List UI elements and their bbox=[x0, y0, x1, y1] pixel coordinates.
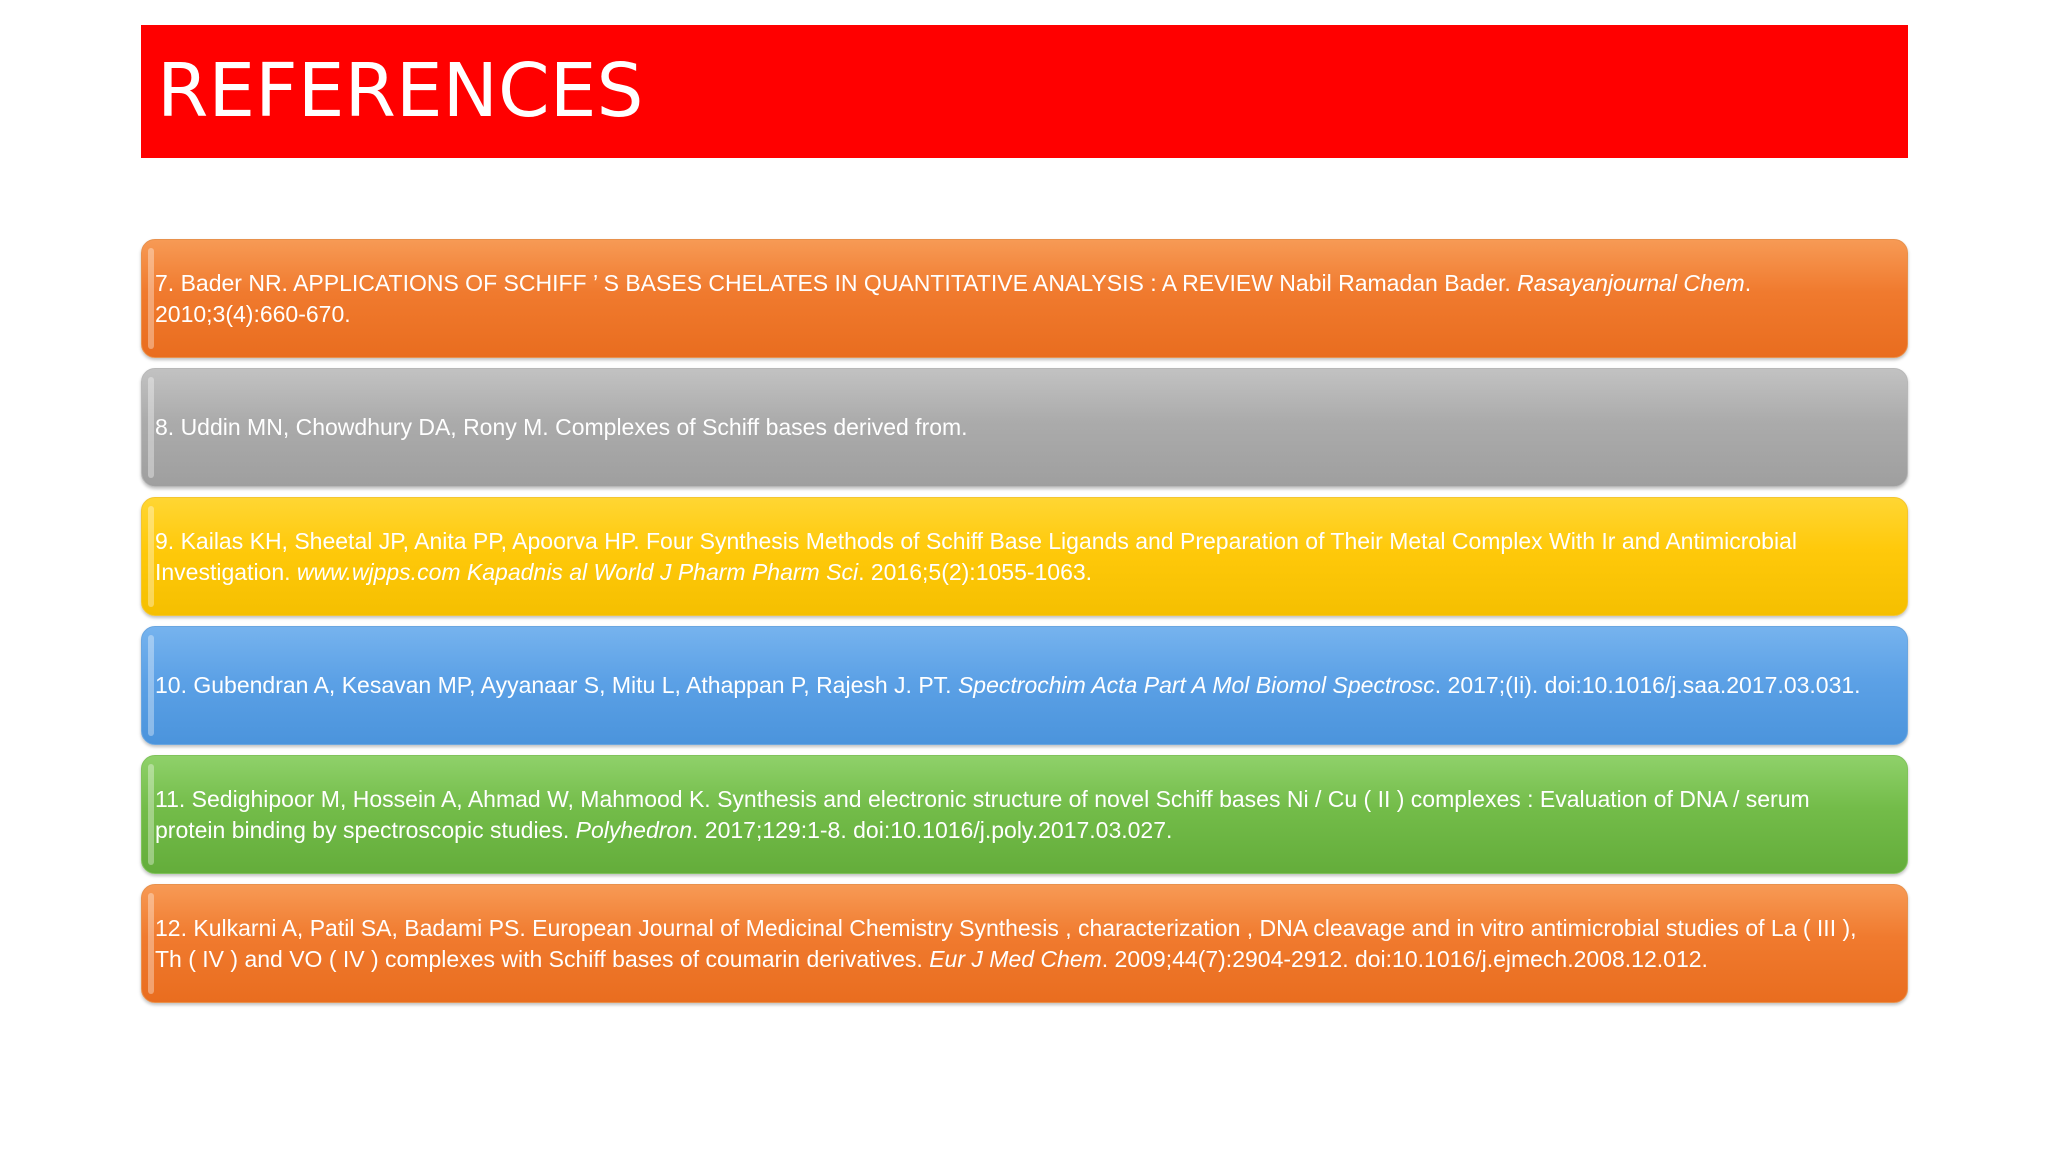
page-title: REFERENCES bbox=[157, 48, 644, 134]
reference-citation: 8. Uddin MN, Chowdhury DA, Rony M. Complexes of Schiff bases derived from. bbox=[155, 414, 968, 440]
reference-text bbox=[155, 784, 1885, 846]
reference-text bbox=[155, 913, 1885, 975]
reference-text bbox=[155, 412, 968, 443]
reference-item-10 bbox=[141, 626, 1908, 745]
reference-item-7 bbox=[141, 239, 1908, 358]
reference-item-8 bbox=[141, 368, 1908, 487]
reference-text bbox=[155, 268, 1885, 330]
reference-citation: 11. Sedighipoor M, Hossein A, Ahmad W, Mahmood K. Synthesis and electronic structure of novel Schiff bases Ni / Cu ( II ) complexes : Evaluation of DNA / serum protein binding by spectroscopic studies. bbox=[155, 785, 1810, 843]
reference-item-9 bbox=[141, 497, 1908, 616]
reference-citation: 10. Gubendran A, Kesavan MP, Ayyanaar S, Mitu L, Athappan P, Rajesh J. PT. bbox=[155, 672, 958, 698]
reference-journal: Spectrochim Acta Part A Mol Biomol Spectrosc bbox=[957, 672, 1435, 698]
reference-journal: Rasayanjournal Chem bbox=[1517, 269, 1745, 296]
reference-details: . 2016;5(2):1055-1063. bbox=[858, 558, 1093, 585]
title-bar bbox=[141, 25, 1908, 158]
reference-item-12 bbox=[141, 884, 1908, 1003]
reference-details: . 2009;44(7):2904-2912. doi:10.1016/j.ejmech.2008.12.012. bbox=[1101, 945, 1708, 972]
reference-text bbox=[155, 670, 1861, 701]
reference-details: . 2010;3(4):660-670. bbox=[155, 269, 1752, 327]
reference-details: . 2017;129:1-8. doi:10.1016/j.poly.2017.03.027. bbox=[692, 816, 1173, 843]
reference-citation: 12. Kulkarni A, Patil SA, Badami PS. European Journal of Medicinal Chemistry Synthesis , characterization , DNA cleavage and in vitro antimicrobial studies of La ( III ), Th ( IV ) and VO ( IV ) complexes with Schiff bases of coumarin derivatives. bbox=[155, 914, 1857, 972]
reference-journal: Polyhedron bbox=[575, 816, 692, 843]
reference-journal: Eur J Med Chem bbox=[929, 945, 1102, 972]
reference-details: . 2017;(Ii). doi:10.1016/j.saa.2017.03.031. bbox=[1434, 672, 1861, 698]
reference-item-11 bbox=[141, 755, 1908, 874]
reference-citation: 9. Kailas KH, Sheetal JP, Anita PP, Apoorva HP. Four Synthesis Methods of Schiff Base Ligands and Preparation of Their Metal Complex With Ir and Antimicrobial Investigation. bbox=[155, 527, 1797, 585]
reference-journal: www.wjpps.com Kapadnis al World J Pharm Pharm Sci bbox=[296, 558, 859, 585]
reference-citation: 7. Bader NR. APPLICATIONS OF SCHIFF ’ S BASES CHELATES IN QUANTITATIVE ANALYSIS : A REVIEW Nabil Ramadan Bader. bbox=[155, 269, 1518, 296]
reference-text bbox=[155, 526, 1885, 588]
reference-list bbox=[141, 239, 1908, 1013]
